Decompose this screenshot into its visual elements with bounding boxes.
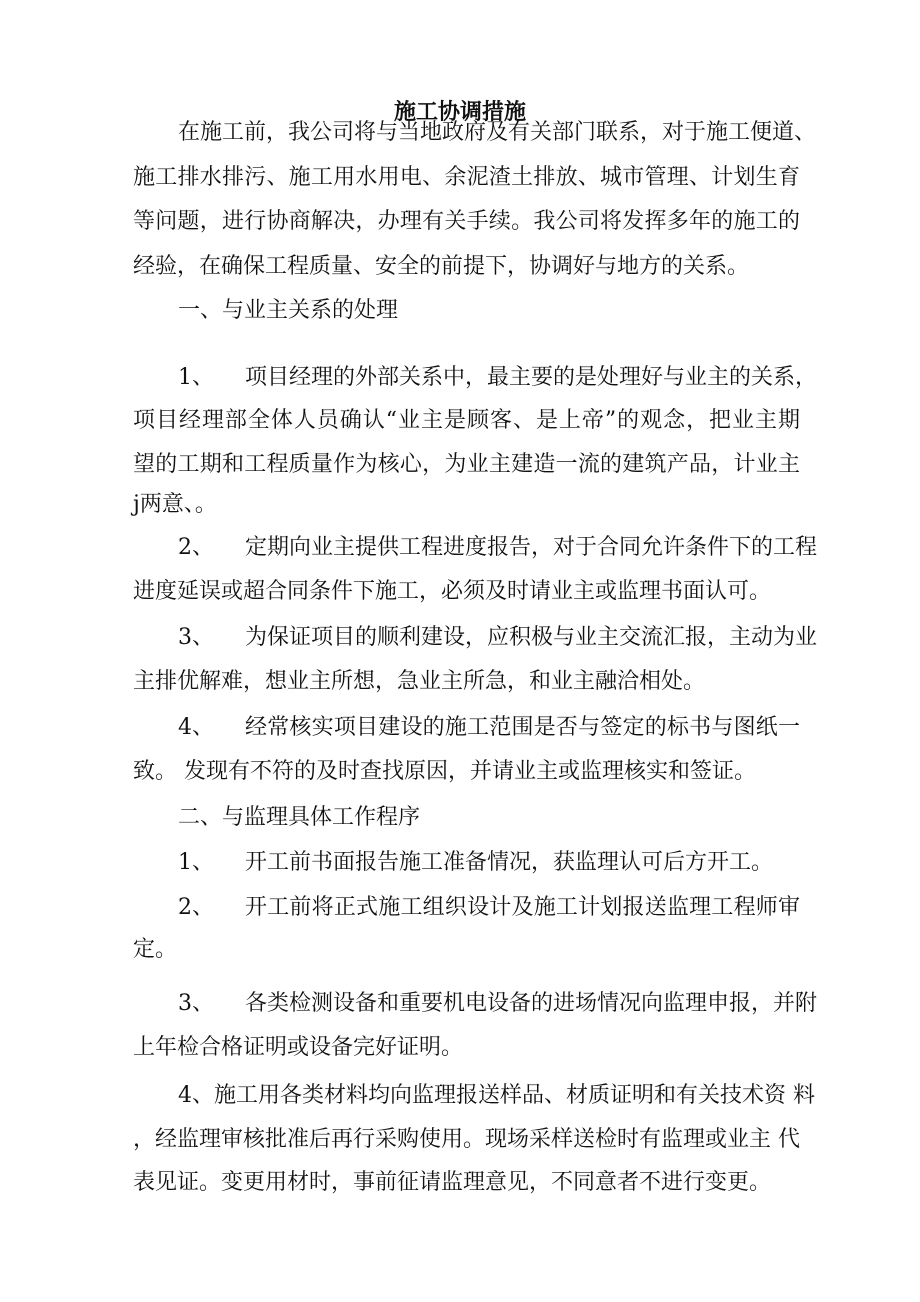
paragraph-line: 施工排水排污、施工用水用电、余泥渣土排放、城市管理、计划生育 xyxy=(133,165,800,190)
paragraph-line: 上年检合格证明或设备完好证明。 xyxy=(133,1035,464,1060)
item-text: 项目经理的外部关系中，最主要的是处理好与业主的关系， xyxy=(245,365,818,390)
paragraph-line: 定。 xyxy=(133,937,178,962)
item-text: 开工前将正式施工组织设计及施工计划报送监理工程师审 xyxy=(245,895,800,920)
item-text: 为保证项目的顺利建设，应积极与业主交流汇报，主动为业 xyxy=(245,625,818,650)
page-title: 施工协调措施 xyxy=(393,99,526,125)
paragraph-line: 望的工期和工程质量作为核心，为业主建造一流的建筑产品，计业主 xyxy=(133,452,800,477)
item-number: 1、 xyxy=(178,850,214,875)
item-text: 经常核实项目建设的施工范围是否与签定的标书与图纸一 xyxy=(245,715,800,740)
paragraph-line: 4、施工用各类材料均向监理报送样品、材质证明和有关技术资 料 xyxy=(178,1083,815,1108)
item-number: 2、 xyxy=(178,535,214,560)
item-number: 4、 xyxy=(178,715,214,740)
paragraph-line: ，经监理审核批准后再行采购使用。现场采样送检时有监理或业主 代 xyxy=(133,1127,800,1152)
item-text: 开工前书面报告施工准备情况，获监理认可后方开工。 xyxy=(245,850,774,875)
section-heading: 二、与监理具体工作程序 xyxy=(178,805,421,830)
paragraph-line: 项目经理部全体人员确认“业主是顾客、是上帝”的观念，把业主期 xyxy=(133,408,800,433)
paragraph-line: 等问题，进行协商解决，办理有关手续。我公司将发挥多年的施工的 xyxy=(133,209,800,234)
item-text: 各类检测设备和重要机电设备的进场情况向监理申报，并附 xyxy=(245,991,818,1016)
item-number: 3、 xyxy=(178,625,214,650)
item-number: 3、 xyxy=(178,991,214,1016)
paragraph-line: 致。 发现有不符的及时查找原因，并请业主或监理核实和签证。 xyxy=(133,759,756,784)
paragraph-line: j两意、。 xyxy=(133,492,217,517)
section-heading: 一、与业主关系的处理 xyxy=(178,298,399,323)
paragraph-line: 在施工前，我公司将与当地政府及有关部门联系，对于施工便道、 xyxy=(178,120,817,145)
item-number: 1、 xyxy=(178,365,214,390)
paragraph-line: 表见证。变更用材时，事前征请监理意见，不同意者不进行变更。 xyxy=(133,1170,772,1195)
paragraph-line: 经验，在确保工程质量、安全的前提下，协调好与地方的关系。 xyxy=(133,254,750,279)
paragraph-line: 进度延误或超合同条件下施工，必须及时请业主或监理书面认可。 xyxy=(133,579,772,604)
item-number: 2、 xyxy=(178,895,214,920)
paragraph-line: 主排优解难，想业主所想，急业主所急，和业主融洽相处。 xyxy=(133,669,706,694)
item-text: 定期向业主提供工程进度报告，对于合同允许条件下的工程 xyxy=(245,535,818,560)
